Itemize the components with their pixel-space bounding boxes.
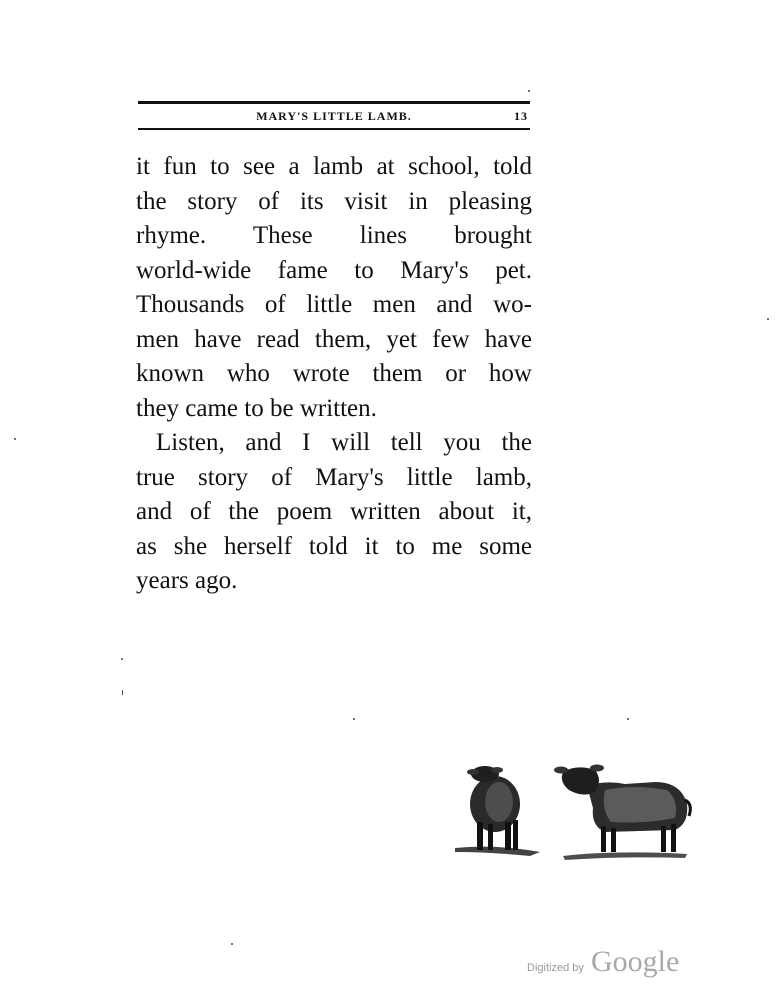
text-line: the story of its visit in pleasing — [136, 187, 532, 215]
scan-speck — [528, 90, 530, 92]
scan-speck — [353, 718, 355, 720]
watermark-prefix: Digitized by — [527, 962, 584, 974]
running-head — [138, 108, 530, 126]
text-line: world-wide fame to Mary's pet. — [136, 256, 532, 284]
text-line: and of the poem written about it, — [136, 498, 532, 525]
text-line: as she herself told it to me some — [136, 532, 532, 560]
header-rule-top — [138, 101, 530, 104]
page-number: 13 — [514, 109, 528, 123]
scan-speck — [14, 438, 16, 440]
lamb-left — [467, 766, 520, 850]
text-line: known who wrote them or how — [136, 360, 532, 387]
lamb-right — [554, 765, 690, 853]
text-line: it fun to see a lamb at school, told — [136, 153, 532, 180]
text-line: they came to be written. — [136, 394, 377, 422]
header-rule-bottom — [138, 128, 530, 130]
text-line: years ago. — [136, 567, 238, 594]
body-text — [136, 150, 532, 599]
scan-speck — [767, 318, 769, 320]
scan-speck — [231, 943, 233, 945]
text-line: rhyme. These lines brought — [136, 222, 532, 249]
digitized-by-watermark — [527, 945, 697, 985]
scan-speck — [121, 658, 123, 660]
scan-speck — [122, 690, 123, 695]
text-line: Listen, and I will tell you the — [156, 429, 532, 456]
text-line: men have read them, yet few have — [136, 325, 532, 353]
two-lambs-illustration — [455, 760, 695, 870]
running-title: MARY'S LITTLE LAMB. — [256, 109, 412, 123]
scan-speck — [627, 718, 629, 720]
text-line: Thousands of little men and wo- — [136, 291, 532, 318]
watermark-brand: Google — [591, 945, 680, 978]
text-line: true story of Mary's little lamb, — [136, 463, 532, 491]
